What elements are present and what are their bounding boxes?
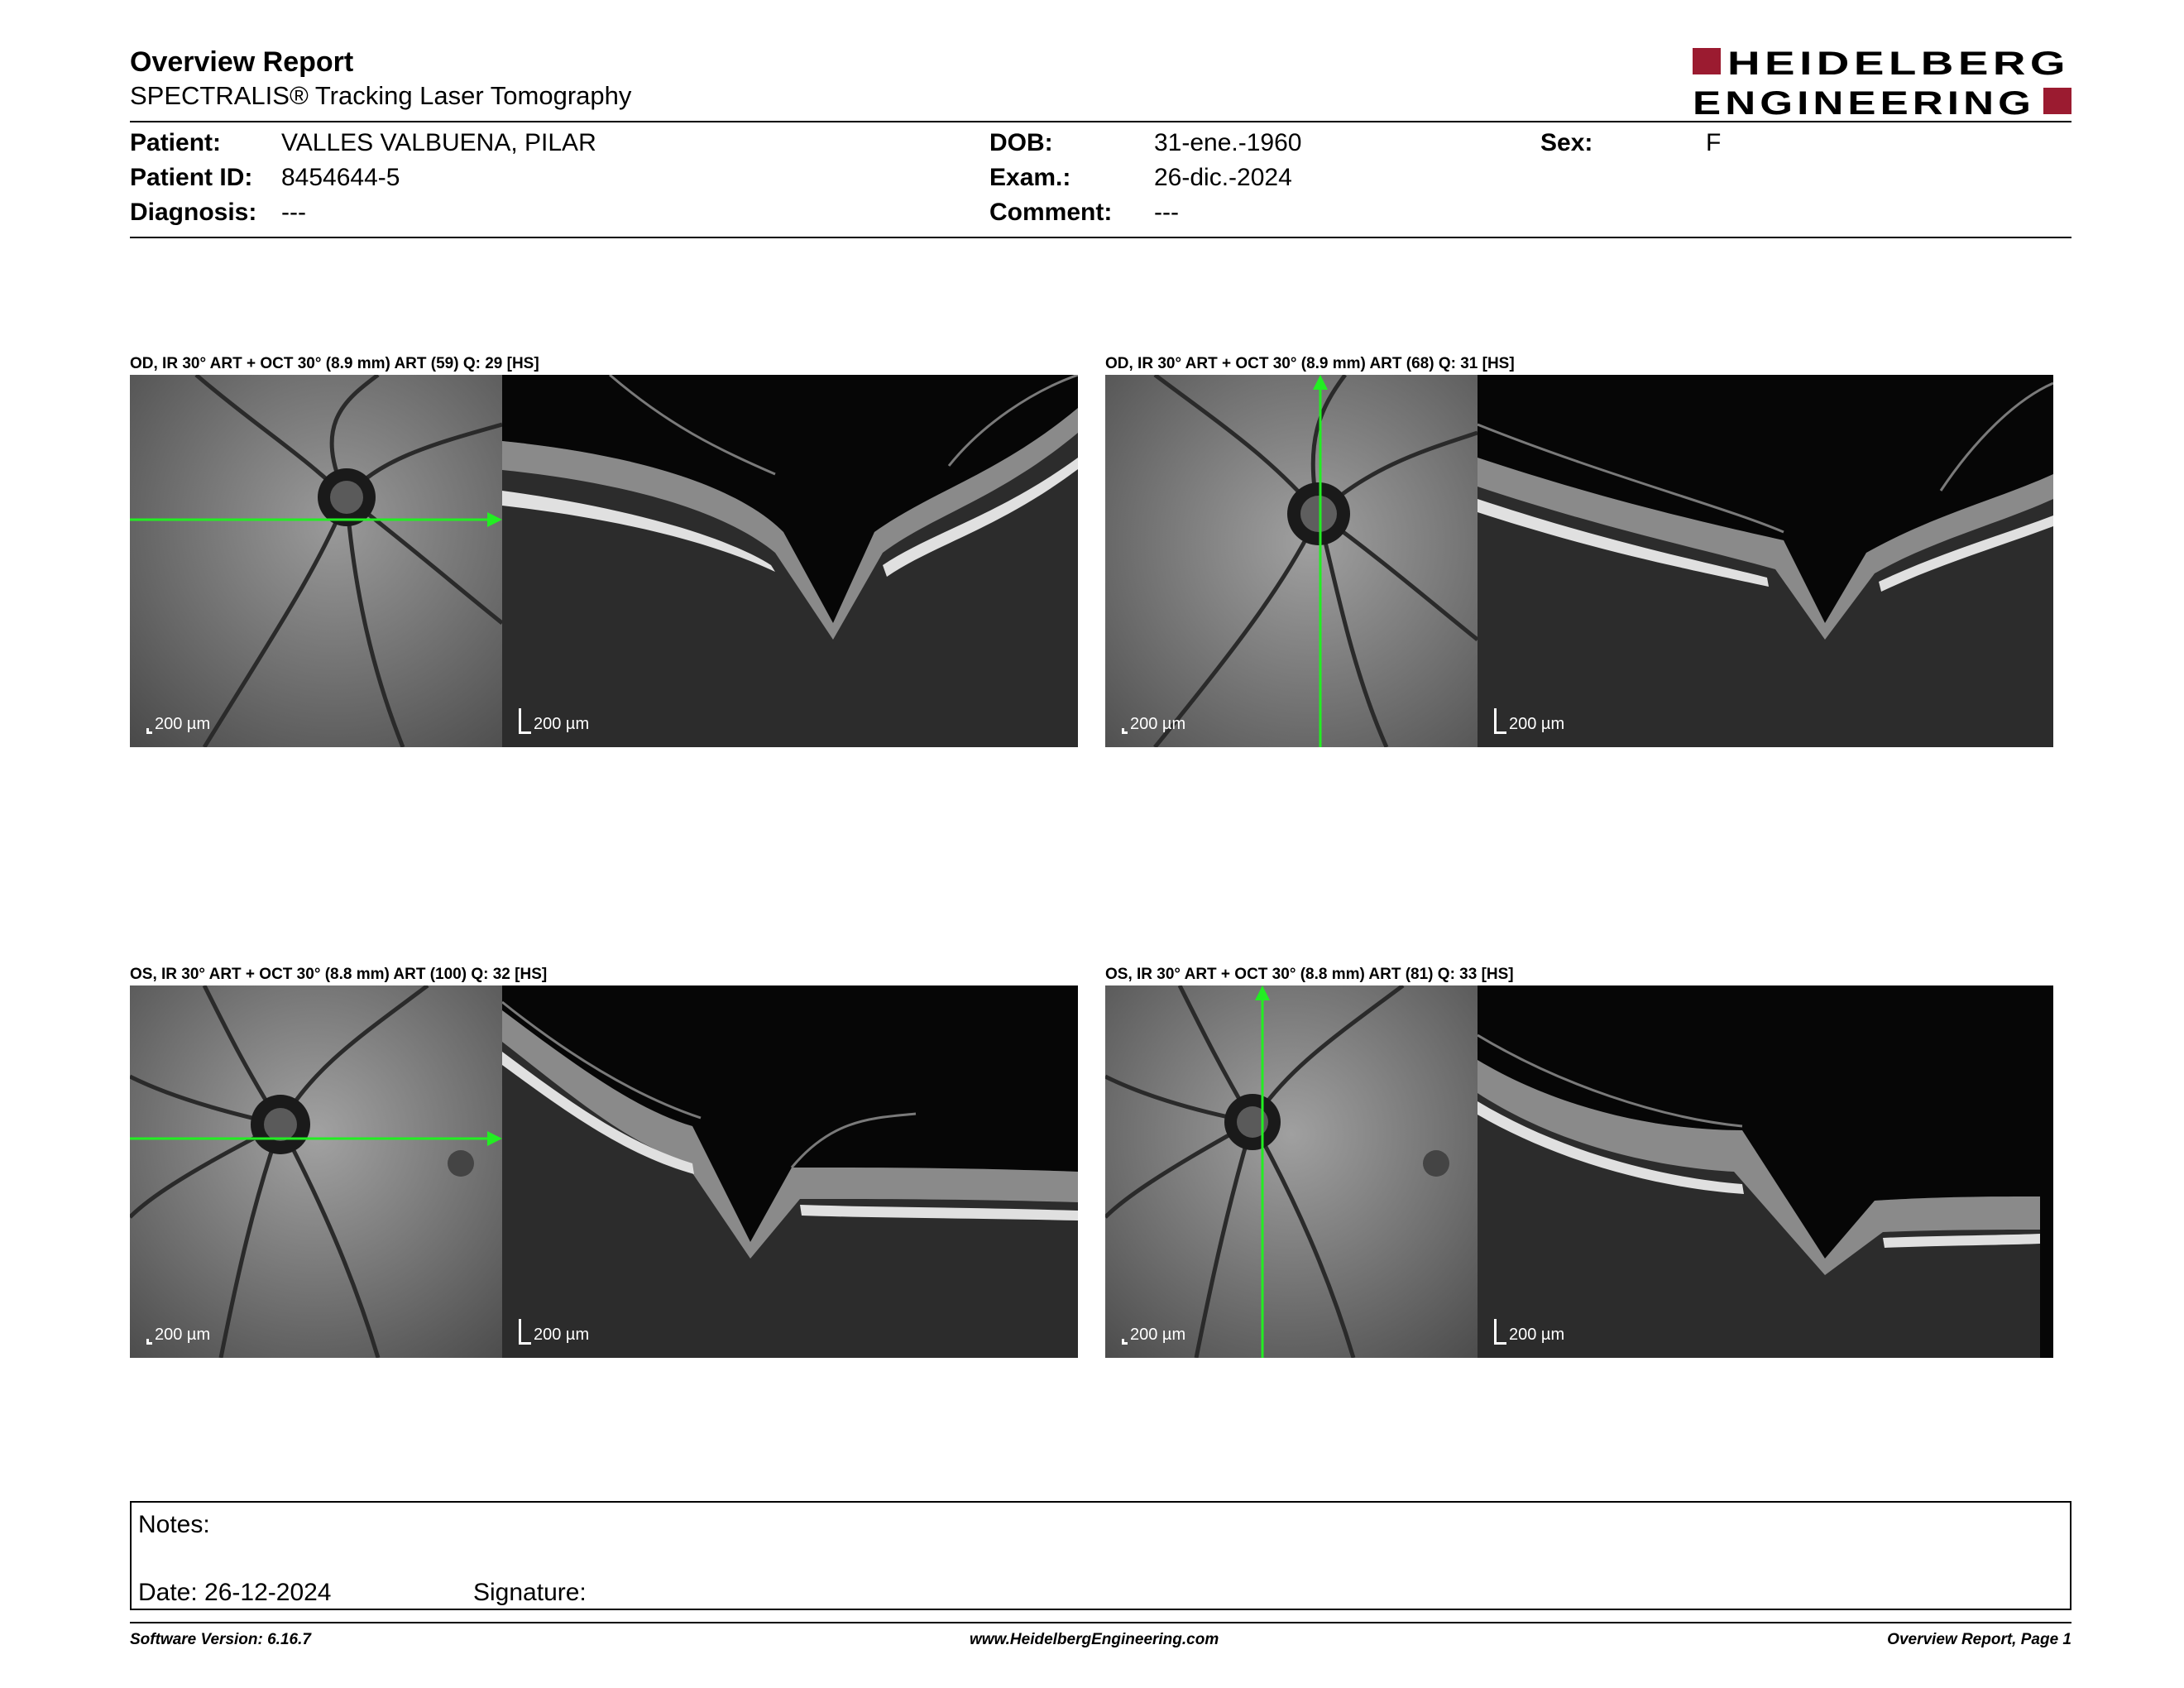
scale-bar-icon: [1122, 1339, 1128, 1345]
scale-bar-icon: [146, 728, 152, 734]
report-title: Overview Report: [130, 46, 354, 78]
oct-bscan-image[interactable]: [1478, 375, 2053, 747]
notes-label: Notes:: [138, 1511, 210, 1538]
scan-caption: OD, IR 30° ART + OCT 30° (8.9 mm) ART (59) Q: 29 [HS]: [130, 355, 539, 372]
patient-label: Patient:: [130, 129, 222, 156]
scale-bar: 200 µm: [1494, 708, 1564, 734]
scale-bar-icon: [519, 1319, 531, 1345]
ir-fundus-image[interactable]: [1105, 985, 1478, 1358]
patient-name: VALLES VALBUENA, PILAR: [281, 129, 596, 156]
scale-bar: 200 µm: [519, 708, 589, 734]
exam-value: 26-dic.-2024: [1154, 164, 1292, 191]
patient-id: 8454644-5: [281, 164, 400, 191]
exam-label: Exam.:: [989, 164, 1071, 191]
page-number: Overview Report, Page 1: [1887, 1631, 2071, 1648]
svg-text:HEIDELBERG: HEIDELBERG: [1727, 46, 2070, 82]
patient-info-divider: [130, 237, 2071, 238]
report-subtitle: SPECTRALIS® Tracking Laser Tomography: [130, 81, 632, 110]
diagnosis-value: ---: [281, 199, 306, 226]
dob-value: 31-ene.-1960: [1154, 129, 1302, 156]
comment-value: ---: [1154, 199, 1179, 226]
oct-bscan-image[interactable]: [502, 375, 1078, 747]
sex-value: F: [1706, 129, 1722, 156]
scale-bar: 200 µm: [519, 1319, 589, 1345]
footer-divider: [130, 1622, 2071, 1623]
scale-bar: 200 µm: [1122, 1326, 1185, 1345]
software-version: Software Version: 6.16.7: [130, 1631, 311, 1648]
scale-bar-icon: [519, 708, 531, 734]
scale-bar-icon: [1494, 708, 1506, 734]
scale-bar-icon: [1494, 1319, 1506, 1345]
diagnosis-label: Diagnosis:: [130, 199, 257, 226]
oct-bscan-image[interactable]: [1478, 985, 2053, 1358]
scan-panel: [130, 985, 1078, 1358]
scan-caption: OS, IR 30° ART + OCT 30° (8.8 mm) ART (100) Q: 32 [HS]: [130, 966, 548, 983]
oct-bscan-image[interactable]: [502, 985, 1078, 1358]
scale-bar-icon: [1122, 728, 1128, 734]
notes-box[interactable]: [130, 1501, 2071, 1610]
scale-bar: 200 µm: [146, 715, 210, 734]
ir-fundus-image[interactable]: [1105, 375, 1478, 747]
scale-bar-icon: [146, 1339, 152, 1345]
ir-fundus-image[interactable]: [130, 985, 502, 1358]
heidelberg-engineering-logo: [1693, 46, 2071, 117]
scan-panel: [1105, 985, 2053, 1358]
website-link[interactable]: www.HeidelbergEngineering.com: [970, 1631, 1219, 1648]
dob-label: DOB:: [989, 129, 1053, 156]
sex-label: Sex:: [1540, 129, 1593, 156]
scale-bar: 200 µm: [1122, 715, 1185, 734]
comment-label: Comment:: [989, 199, 1113, 226]
header-divider: [130, 121, 2071, 122]
svg-text:ENGINEERING: ENGINEERING: [1693, 85, 2035, 117]
signature-label: Signature:: [473, 1579, 587, 1606]
scale-bar: 200 µm: [1494, 1319, 1564, 1345]
scan-panel: [130, 375, 1078, 747]
scan-panel: [1105, 375, 2053, 747]
scan-caption: OS, IR 30° ART + OCT 30° (8.8 mm) ART (81) Q: 33 [HS]: [1105, 966, 1514, 983]
patient-id-label: Patient ID:: [130, 164, 253, 191]
ir-fundus-image[interactable]: [130, 375, 502, 747]
scan-caption: OD, IR 30° ART + OCT 30° (8.9 mm) ART (68) Q: 31 [HS]: [1105, 355, 1515, 372]
date-label: Date: 26-12-2024: [138, 1579, 332, 1606]
scale-bar: 200 µm: [146, 1326, 210, 1345]
